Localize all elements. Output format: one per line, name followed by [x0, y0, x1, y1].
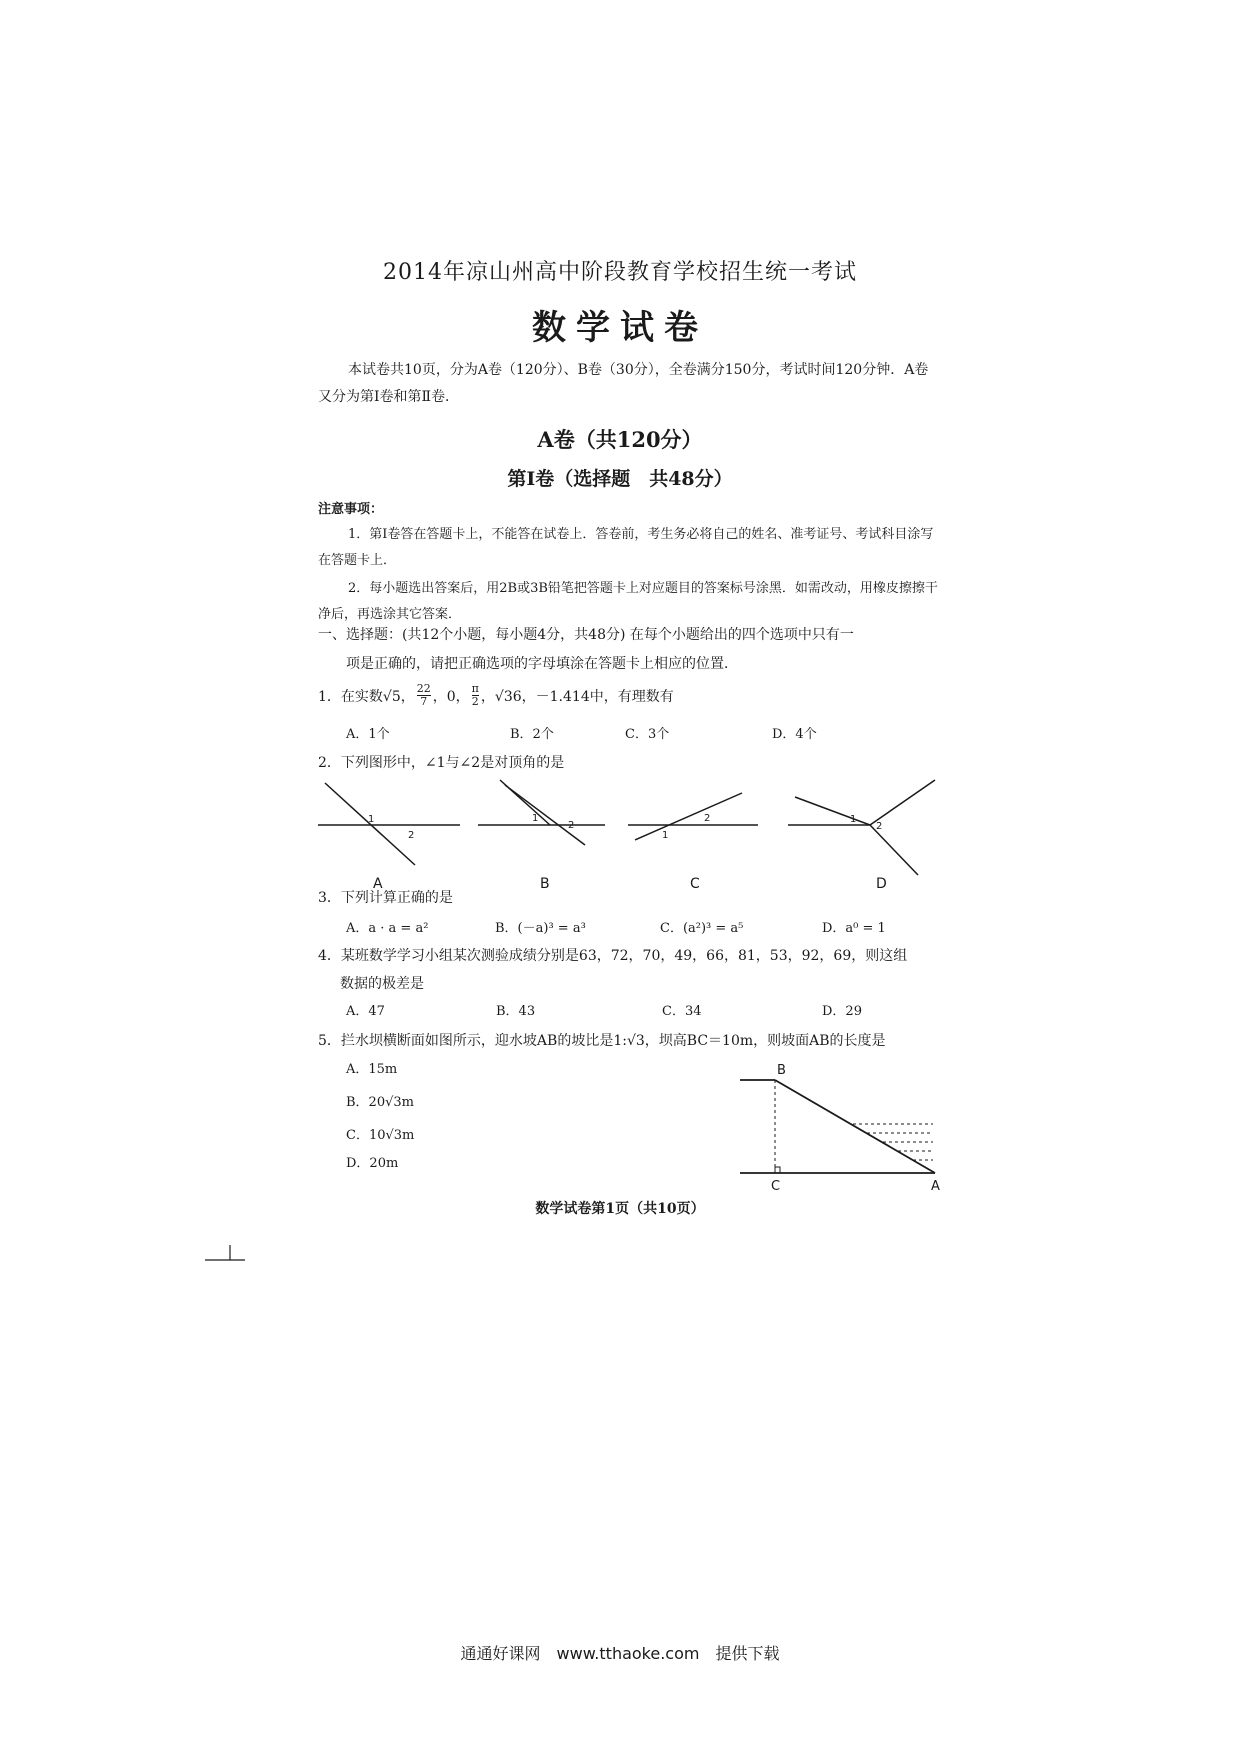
q1-fraction-pi-2: π 2	[471, 682, 479, 708]
q3-option-b: B．(－a)³ = a³	[495, 921, 586, 936]
point-b-label: B	[777, 1063, 786, 1078]
q3-number: 3．	[318, 890, 341, 906]
section-a-heading: A卷（共120分）	[537, 427, 703, 452]
q5-option-a: A．15m	[346, 1062, 398, 1077]
exam-subtitle: 数学试卷	[532, 308, 708, 348]
point-a-label: A	[931, 1179, 940, 1194]
q2-figures	[310, 775, 950, 890]
q5-option-b: B．20√3m	[346, 1095, 414, 1110]
question-5	[318, 1030, 958, 1050]
q2-b-angle-1: 1	[532, 813, 539, 824]
q3-option-d: D．a⁰ = 1	[822, 921, 886, 936]
q2-c-line-diagonal	[635, 793, 742, 840]
q5-option-d: D．20m	[346, 1156, 399, 1171]
q2-label-c: C	[690, 876, 700, 890]
q2-d-angle-1: 1	[850, 814, 857, 825]
q2-number: 2．	[318, 755, 341, 771]
question-1	[318, 683, 674, 708]
page-footer: 数学试卷第1页（共10页）	[535, 1201, 705, 1217]
q2-label-d: D	[876, 876, 887, 890]
q2-c-angle-1: 1	[662, 830, 669, 841]
part1-line1: 一、选择题：(共12个小题，每小题4分，共48分) 在每个小题给出的四个选项中只有一	[318, 627, 854, 643]
q1-option-d: D．4个	[772, 727, 817, 742]
q4-option-d: D．29	[822, 1004, 862, 1019]
section-1-heading: 第Ⅰ卷（选择题 共48分）	[507, 468, 733, 490]
q3-option-a: A．a · a = a²	[346, 921, 429, 936]
exam-title: 2014年凉山州高中阶段教育学校招生统一考试	[383, 260, 857, 285]
right-angle-mark	[775, 1167, 780, 1173]
slope-ab	[775, 1080, 935, 1173]
q1-option-a: A．1个	[346, 727, 390, 742]
q2-d-line-upper-left	[795, 797, 870, 825]
q3-option-c: C．(a²)³ = a⁵	[660, 921, 744, 936]
q2-label-b: B	[540, 876, 550, 890]
q3-stem: 下列计算正确的是	[340, 890, 453, 906]
q2-label-a: A	[373, 876, 383, 890]
q4-number: 4．	[318, 948, 341, 964]
q2-b-angle-2: 2	[568, 820, 575, 831]
q2-d-line-upper-right	[870, 780, 935, 825]
q5-dam-figure	[735, 1060, 945, 1195]
q2-d-line-lower-right	[870, 825, 918, 875]
q4-stem-line2: 数据的极差是	[340, 976, 424, 992]
intro-paragraph: 本试卷共10页，分为A卷（120分）、B卷（30分），全卷满分150分，考试时间120分钟．A卷又分为第Ⅰ卷和第Ⅱ卷．	[318, 362, 929, 405]
q5-number: 5．	[318, 1033, 341, 1049]
q1-stem-before: 在实数√5，	[340, 688, 415, 705]
q1-option-b: B．2个	[510, 727, 554, 742]
note-item-2: 2．每小题选出答案后，用2B或3B铅笔把答题卡上对应题目的答案标号涂黑．如需改动，用橡皮擦擦干净后，再选涂其它答案．	[318, 581, 938, 622]
q1-stem-after: ，√36，－1.414中，有理数有	[480, 688, 674, 705]
q4-option-c: C．34	[662, 1004, 702, 1019]
question-4	[318, 945, 958, 965]
q2-c-angle-2: 2	[704, 813, 711, 824]
note-item-1: 1．第Ⅰ卷答在答题卡上，不能答在试卷上．答卷前，考生务必将自己的姓名、准考证号、考试科目涂写在答题卡上．	[318, 527, 934, 568]
crop-mark	[200, 1240, 250, 1270]
q4-option-a: A．47	[346, 1004, 385, 1019]
q1-option-c: C．3个	[625, 727, 670, 742]
q5-option-c: C．10√3m	[346, 1128, 415, 1143]
q2-stem: 下列图形中，∠1与∠2是对顶角的是	[340, 755, 565, 771]
q4-stem: 某班数学学习小组某次测验成绩分别是63，72，70，49，66，81，53，92，69，则这组	[340, 948, 908, 964]
question-3	[318, 887, 453, 907]
q1-stem-mid: ，0，	[432, 688, 470, 705]
q2-a-angle-2: 2	[408, 830, 415, 841]
question-2	[318, 752, 564, 772]
point-c-label: C	[771, 1179, 781, 1194]
q1-number: 1．	[318, 688, 341, 705]
download-note: 通通好课网 www.tthaoke.com 提供下载	[460, 1644, 780, 1663]
q4-option-b: B．43	[496, 1004, 536, 1019]
q5-stem: 拦水坝横断面如图所示，迎水坡AB的坡比是1:√3，坝高BC＝10m，则坡面AB的长度是	[340, 1033, 886, 1049]
part1-line2: 项是正确的，请把正确选项的字母填涂在答题卡上相应的位置．	[346, 656, 738, 672]
q2-a-angle-1: 1	[368, 814, 375, 825]
q1-fraction-22-7: 22 7	[416, 682, 431, 708]
notes-heading: 注意事项：	[318, 502, 384, 517]
q2-b-line-right	[505, 785, 585, 845]
q2-d-angle-2: 2	[876, 821, 883, 832]
